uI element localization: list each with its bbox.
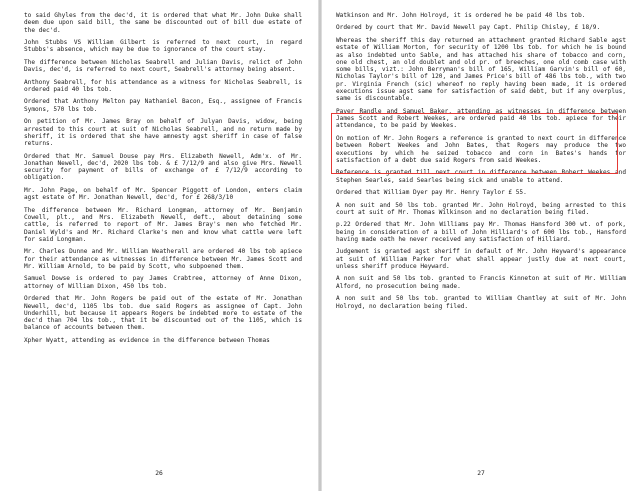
paragraph: Watkinson and Mr. John Holroyd, it is ordered he be paid 40 lbs tob. xyxy=(336,12,586,19)
page-number-left: 26 xyxy=(155,470,163,477)
paragraph: Ordered that Mr. Samuel Douse pay Mrs. Elizabeth Newell, Adm'x. of Mr. Jonathan Newell, dec'd, 2020 lbs tob. & £ 7/12/9 and also give Mrs. Newell security for payment of bills of exchange of £ 7/12/9 according to obligation. xyxy=(24,152,302,182)
paragraph: The difference between Mr. Richard Longman, attorney of Mr. Benjamin Cowell, plt., and Mrs. Elizabeth Newell, deft., about detaining some cattle, is referred to report of Mr. James Bray's men who fetched Mr. Daniel Wyld's and Mr. Richard Clarke's men and know what cattle were left for said Longman. xyxy=(24,206,302,243)
highlighted-paragraph: Whereas the sheriff this day returned an attachment granted Richard Sable agst estate of William Morton, for security of 1200 lbs tob. for which he is bound as also indebted unto Sable, and has attached his share of tobacco and corn, one old chest, an old doublet and old pr. of breeches, one old comb case with some bills, vizt.: John Berryman's bill of 165, William Garvin's bill of 60, Nicholas Taylor's bill of 120, and James Price's bill of 486 lbs tob., with two pr. Virginia French (sic) whereof no reply having been made, it is ordered executions issue agst same for satisfaction of said debt, but if any overplus, same is discountable. xyxy=(336,36,626,103)
paragraph: to said Ghyles from the dec'd, it is ordered that what Mr. John Duke shall deem due upon said bill, the same be discounted out of bill due estate of the dec'd. xyxy=(24,12,302,34)
paragraph: A non suit and 50 lbs tob. granted to Francis Kinneton at suit of Mr. William Alford, no prosecution being made. xyxy=(336,275,626,290)
paragraph: p.22 Ordered that Mr. John Williams pay Mr. Thomas Hansford 300 wt. of pork, being in consideration of a bill of John Hilliard's of 600 lbs tob., Hansford having made oath he never received any satisfaction of Hilliard. xyxy=(336,221,626,243)
paragraph: Judgement is granted agst sheriff in default of Mr. John Heyward's appearance at suit of William Parker for what shall appear justly due at next court, unless sheriff produce Heyward. xyxy=(336,248,626,270)
paragraph: On petition of Mr. James Bray on behalf of Julyan Davis, widow, being arrested to this court at suit of Nicholas Seabrell, and no return made by sheriff, it is ordered that she have amnesty agst sheriff in case of false returns. xyxy=(24,118,302,148)
paragraph: Paver Randle and Samuel Baker, attending as witnesses in difference between James Scott and Robert Weekes, are ordered paid 40 lbs tob. apiece for their attendance, to be paid by Weekes. xyxy=(336,107,626,130)
left-page-text xyxy=(24,12,302,349)
paragraph: Xpher Wyatt, attending as evidence in the difference between Thomas xyxy=(24,336,270,344)
paragraph: A non suit and 50 lbs tob. granted Mr. John Holroyd, being arrested to this court at suit of Mr. Thomas Wilkinson and no declaration being filed. xyxy=(336,201,626,216)
paragraph: On motion of Mr. John Rogers a reference is granted to next court in difference between Robert Weekes and John Bates, that Rogers may produce the two executions by which he seized tobacco and corn in Bates's hands for satisfaction of a debt due said Rogers from said Weekes. xyxy=(336,134,626,164)
paragraph: Mr. Charles Dunne and Mr. William Weatherall are ordered 40 lbs tob apiece for their attendance as witnesses in difference between Mr. James Scott and Mr. William Arnold, to be paid by Scott, who subpoened them. xyxy=(24,248,302,270)
paragraph: Ordered that William Dyer pay Mr. Henry Taylor £ 55. xyxy=(336,189,527,197)
paragraph: Ordered that Mr. John Rogers be paid out of the estate of Mr. Jonathan Newell, dec'd, 1105 lbs tob. due said Rogers as assignee of Capt. John Underhill, but because it appears Rogers be indebted more to estate of the dec'd than 704 lbs tob., that it be discounted out of the 1105, which is balance of accounts between them. xyxy=(24,295,302,332)
paragraph: Samuel Dowse is ordered to pay James Crabtree, attorney of Anne Dixon, attorney of William Dixon, 450 lbs tob. xyxy=(24,275,302,290)
paragraph: Mr. John Page, on behalf of Mr. Spencer Piggott of London, enters claim agst estate of Mr. Jonathan Newell, dec'd, for £ 268/3/10 xyxy=(24,186,302,202)
page-number-right: 27 xyxy=(477,470,485,477)
right-page-text xyxy=(336,12,626,315)
paragraph: John Stubbs VS William Gilbert is referred to next court, in regard Stubbs's absence, which may be due to ignorance of the court stay. xyxy=(24,39,302,54)
paragraph: Ordered by court that Mr. David Newell pay Capt. Philip Chisley, £ 18/9. xyxy=(336,24,601,32)
left-page xyxy=(0,0,318,491)
paragraph: Reference is granted till next court in difference between Robert Weekes and Stephen Searles, said Searles being sick and unable to attend. xyxy=(336,169,626,184)
paragraph: A non suit and 50 lbs tob. granted to William Chantley at suit of Mr. John Holroyd, no declaration being filed. xyxy=(336,295,626,310)
paragraph: Ordered that Anthony Melton pay Nathaniel Bacon, Esq., assignee of Francis Symons, 570 lbs tob. xyxy=(24,98,302,113)
right-page xyxy=(322,0,640,491)
paragraph: Anthony Seabrell, for his attendance as a witness for Nicholas Seabrell, is ordered paid 40 lbs tob. xyxy=(24,78,302,93)
paragraph: The difference between Nicholas Seabrell and Julian Davis, relict of John Davis, dec'd, is referred to next court, Seabrell's attorney being absent. xyxy=(24,58,302,74)
